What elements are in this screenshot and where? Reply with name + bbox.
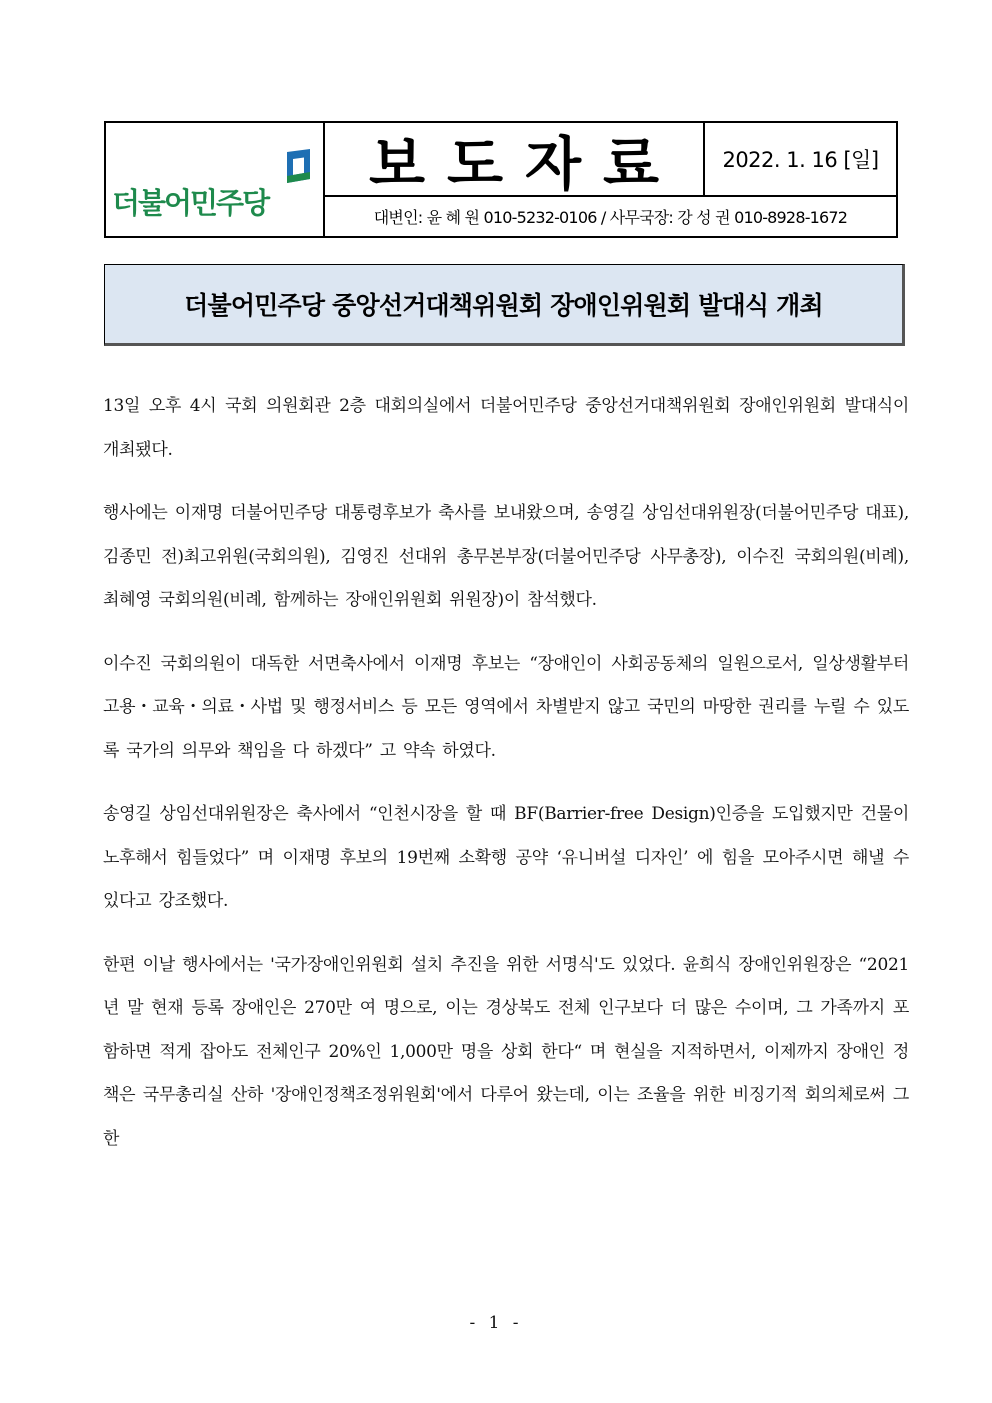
contact-row <box>325 197 896 236</box>
paragraph: 13일 오후 4시 국회 의원회관 2층 대회의실에서 더불어민주당 중앙선거대책위원회 장애인위원회 발대식이 개최됐다. <box>103 396 909 460</box>
document-title: 보도자료 <box>368 130 682 198</box>
release-date: 2022. 1. 16 [일] <box>722 148 879 172</box>
party-logo-mark-icon <box>285 149 312 183</box>
party-logo-text: 더불어민주당 <box>112 186 269 220</box>
paragraph: 송영길 상임선대위원장은 축사에서 “인천시장을 할 때 BF(Barrier-free Design)인증을 도입했지만 건물이 노후해서 힘들었다” 며 이재명 후보의 19번째 소확행 공약 ‘유니버설 디자인’ 에 힘을 모아주시면 해낼 수 있다고 강조했다. <box>103 804 909 911</box>
paragraph: 한편 이날 행사에서는 '국가장애인위원회 설치 추진을 위한 서명식'도 있었다. 윤희식 장애인위원장은 “2021년 말 현재 등록 장애인은 270만 여 명으로, 이는 경상북도 전체 인구보다 더 많은 수이며, 그 가족까지 포함하면 적게 잡아도 전체인구 20%인 1,000만 명을 상회 한다“ 며 현실을 지적하면서, 이제까지 장애인 정책은 국무총리실 산하 '장애인정책조정위원회'에서 다루어 왔는데, 이는 조율을 위한 비징기적 회의체로써 그 한 <box>103 954 909 1149</box>
paragraph: 행사에는 이재명 더불어민주당 대통령후보가 축사를 보내왔으며, 송영길 상임선대위원장(더불어민주당 대표), 김종민 전)최고위원(국회의원), 김영진 선대위 총무본부장(더불어민주당 사무총장), 이수진 국회의원(비례), 최혜영 국회의원(비례, 함께하는 장애인위원회 위원장)이 참석했다. <box>103 503 909 610</box>
header-top-row <box>325 123 896 197</box>
paragraph: 이수진 국회의원이 대독한 서면축사에서 이재명 후보는 “장애인이 사회공동체의 일원으로서, 일상생활부터 고용・교육・의료・사법 및 행정서비스 등 모든 영역에서 차별받지 않고 국민의 마땅한 권리를 누릴 수 있도록 국가의 의무와 책임을 다 하겠다” 고 약속 하였다. <box>103 653 909 761</box>
date-cell <box>705 123 896 195</box>
article-body <box>103 385 909 1181</box>
headline-box <box>104 264 905 346</box>
title-cell <box>325 123 705 198</box>
header-info <box>325 123 896 236</box>
headline: 더불어민주당 중앙선거대책위원회 장애인위원회 발대식 개최 <box>184 291 823 320</box>
press-release-header <box>104 121 898 238</box>
contact-info: 대변인: 윤 혜 원 010-5232-0106 / 사무국장: 강 성 권 010-8928-1672 <box>373 208 848 227</box>
page-number: - 1 - <box>469 1313 523 1333</box>
party-logo <box>106 123 325 236</box>
